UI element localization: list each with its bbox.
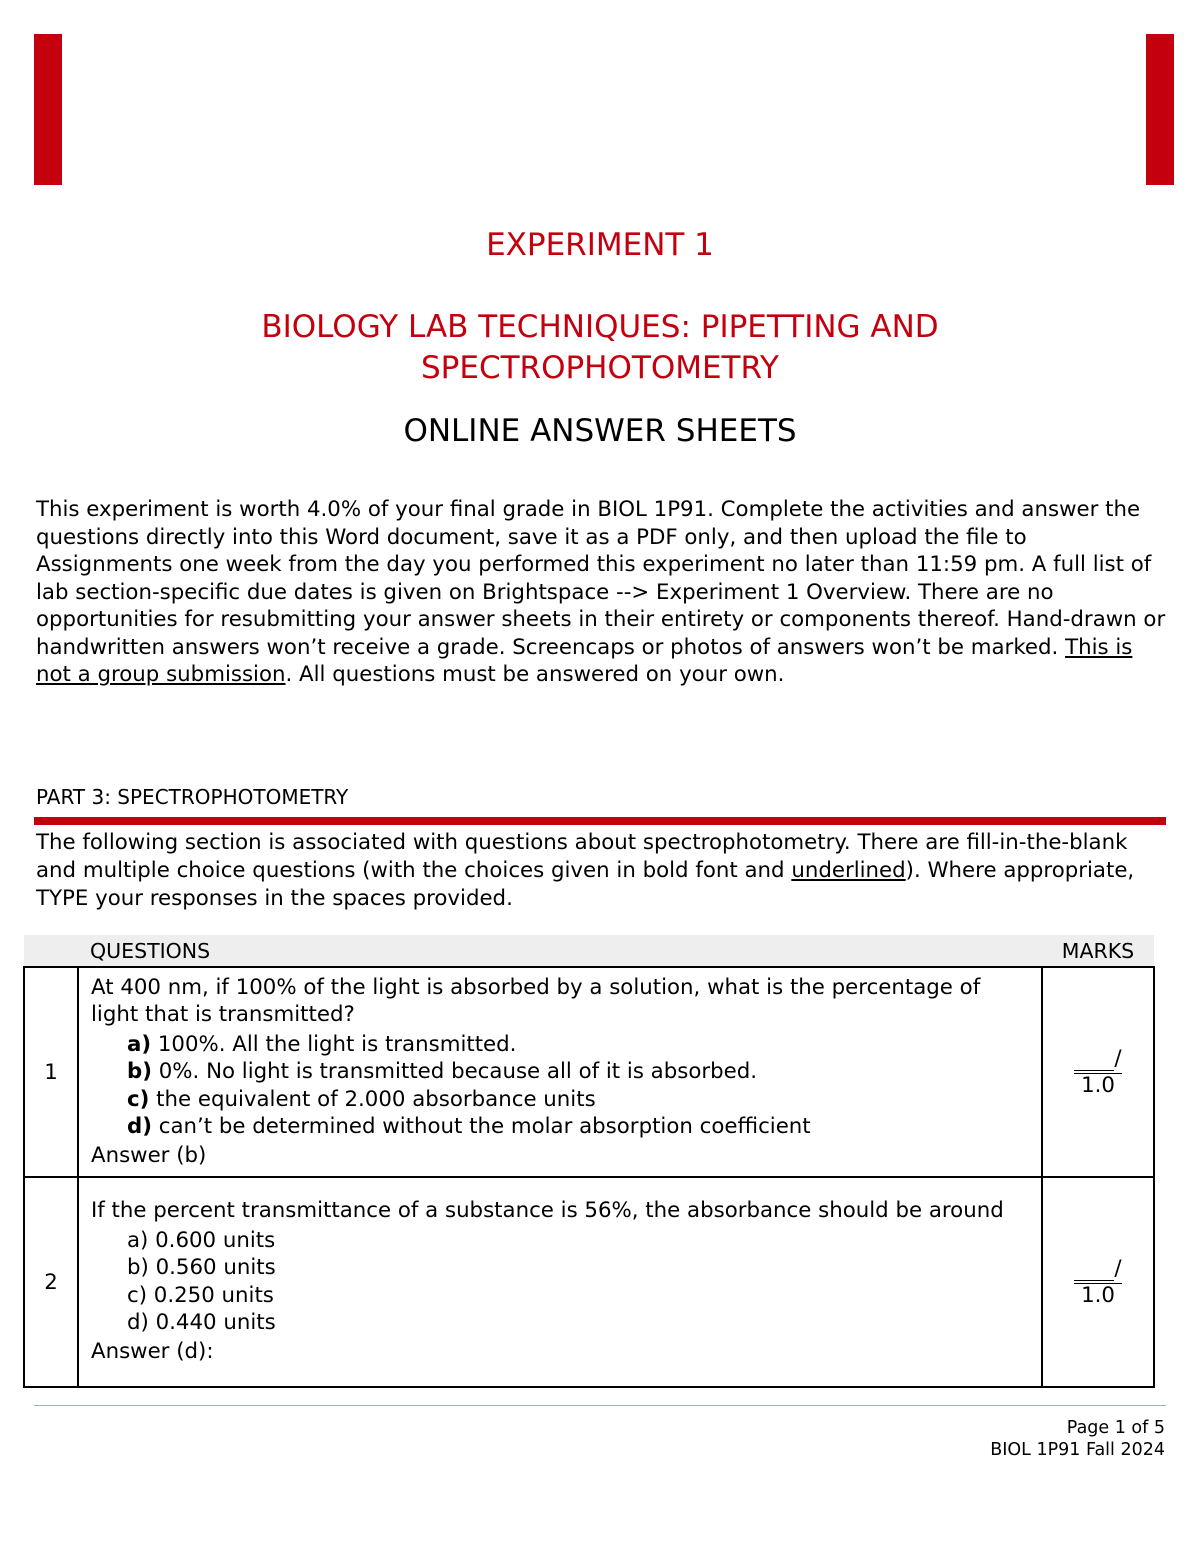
- mark-total: 1.0: [1074, 1073, 1121, 1098]
- left-red-bar: [34, 34, 62, 185]
- intro-text-b: . All questions must be answered on your own.: [285, 662, 785, 687]
- table-row: [24, 1177, 1154, 1387]
- option-d[interactable]: d) can’t be determined without the molar absorption coefficient: [127, 1114, 811, 1139]
- intro-text-a: This experiment is worth 4.0% of your final grade in BIOL 1P91. Complete the activities and answer the questions directly into this Word document, save it as a PDF only, and then upload the file to Assignments one week from the day you performed this experiment no later than 11:59 pm. A full list of lab section-specific due dates is given on Brightspace --> Experiment 1 Overview. There are no opportunities for resubmitting your answer sheets in their entirety or components thereof. Hand-drawn or handwritten answers won’t receive a grade. Screencaps or photos of answers won’t be marked.: [36, 497, 1166, 660]
- part-divider: [34, 817, 1166, 825]
- option-d[interactable]: d) 0.440 units: [127, 1310, 276, 1336]
- question-cell: [78, 1177, 1042, 1387]
- section-intro-b: ). Where appropriate, TYPE your responses in the spaces provided.: [36, 858, 1135, 911]
- marks-cell: [1042, 1177, 1154, 1387]
- header-questions: QUESTIONS: [78, 935, 1042, 967]
- page-number: Page 1 of 5: [1066, 1418, 1165, 1438]
- experiment-title: EXPERIMENT 1: [486, 227, 714, 263]
- option-list: [91, 1031, 1031, 1141]
- question-number: 2: [24, 1177, 78, 1387]
- answer-field[interactable]: Answer (b): [91, 1142, 207, 1168]
- section-intro-a: The following section is associated with questions about spectrophotometry. There are fill-in-the-blank and multiple choice questions (with the choices given in bold font and: [36, 830, 1128, 883]
- intro-paragraph: [36, 496, 1166, 689]
- question-number: 1: [24, 967, 78, 1177]
- intro-underlined: This is not a group submission: [36, 634, 1133, 687]
- page-footer: [990, 1417, 1165, 1461]
- answer-field[interactable]: Answer (d):: [91, 1338, 214, 1364]
- header-marks: MARKS: [1042, 935, 1154, 967]
- questions-table: [23, 935, 1155, 1388]
- mark-field[interactable]: / 1.0: [1074, 1257, 1121, 1308]
- option-b[interactable]: b) 0.560 units: [127, 1255, 276, 1281]
- option-c[interactable]: c) 0.250 units: [127, 1282, 274, 1308]
- question-cell: [78, 967, 1042, 1177]
- experiment-subtitle: BIOLOGY LAB TECHNIQUES: PIPETTING AND SPECTROPHOTOMETRY: [261, 309, 939, 386]
- sheet-label: ONLINE ANSWER SHEETS: [403, 413, 797, 449]
- option-c[interactable]: c) the equivalent of 2.000 absorbance units: [127, 1086, 596, 1112]
- table-header-row: [24, 935, 1154, 967]
- header-num-cell: [24, 935, 78, 967]
- course-label: BIOL 1P91 Fall 2024: [990, 1440, 1165, 1460]
- mark-field[interactable]: / 1.0: [1074, 1047, 1121, 1098]
- right-red-bar: [1146, 34, 1174, 185]
- mark-blank[interactable]: [1074, 1260, 1114, 1281]
- mark-total: 1.0: [1074, 1283, 1121, 1308]
- option-a[interactable]: a) 100%. All the light is transmitted.: [127, 1031, 517, 1057]
- option-a[interactable]: a) 0.600 units: [127, 1227, 276, 1253]
- section-intro-underlined: underlined: [791, 858, 906, 883]
- part-heading: PART 3: SPECTROPHOTOMETRY: [36, 785, 349, 809]
- option-list: [91, 1227, 1031, 1337]
- section-intro: [36, 829, 1166, 913]
- mark-blank[interactable]: [1074, 1050, 1114, 1071]
- marks-cell: [1042, 967, 1154, 1177]
- option-b[interactable]: b) 0%. No light is transmitted because all of it is absorbed.: [127, 1059, 758, 1084]
- footer-divider: [34, 1405, 1166, 1406]
- question-text: If the percent transmittance of a substance is 56%, the absorbance should be around: [91, 1198, 1004, 1224]
- table-row: [24, 967, 1154, 1177]
- question-text: At 400 nm, if 100% of the light is absorbed by a solution, what is the percentage of light that is transmitted?: [91, 974, 981, 1027]
